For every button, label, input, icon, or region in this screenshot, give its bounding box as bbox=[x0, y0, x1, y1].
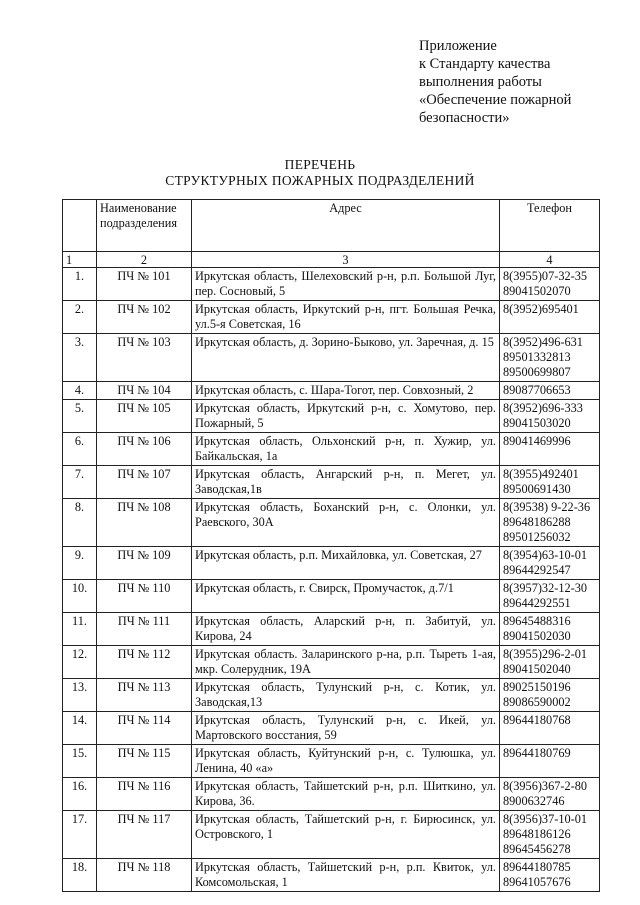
unit-phones bbox=[500, 400, 600, 433]
unit-address: Иркутская область, Боханский р-н, с. Олонки, ул. Раевского, 30А bbox=[192, 499, 500, 547]
table-row bbox=[63, 334, 600, 382]
unit-phones bbox=[500, 712, 600, 745]
unit-phones bbox=[500, 646, 600, 679]
unit-phones bbox=[500, 499, 600, 547]
title-line-2: СТРУКТУРНЫХ ПОЖАРНЫХ ПОДРАЗДЕЛЕНИЙ bbox=[165, 173, 475, 188]
unit-name: ПЧ № 105 bbox=[97, 400, 192, 433]
table-row bbox=[63, 778, 600, 811]
column-number: 4 bbox=[500, 252, 600, 268]
table-row bbox=[63, 679, 600, 712]
table-row bbox=[63, 580, 600, 613]
phone-number: 8(3952)695401 bbox=[503, 302, 579, 316]
unit-name: ПЧ № 111 bbox=[97, 613, 192, 646]
unit-phones bbox=[500, 433, 600, 466]
appendix-line: Приложение bbox=[419, 38, 497, 54]
phone-number: 8(3955)07-32-35 bbox=[503, 269, 588, 283]
phone-number: 89645456278 bbox=[503, 842, 571, 856]
row-number: 6. bbox=[63, 433, 97, 466]
row-number: 3. bbox=[63, 334, 97, 382]
appendix-line: безопасности» bbox=[419, 110, 510, 126]
row-number: 16. bbox=[63, 778, 97, 811]
row-number: 11. bbox=[63, 613, 97, 646]
unit-address: Иркутская область, Куйтунский р-н, с. Тулюшка, ул. Ленина, 40 «а» bbox=[192, 745, 500, 778]
table-row bbox=[63, 499, 600, 547]
unit-name: ПЧ № 113 bbox=[97, 679, 192, 712]
phone-number: 8(3954)63-10-01 bbox=[503, 548, 588, 562]
unit-phones bbox=[500, 301, 600, 334]
unit-phones bbox=[500, 382, 600, 400]
phone-number: 89041502030 bbox=[503, 629, 571, 643]
appendix-line: «Обеспечение пожарной bbox=[419, 92, 572, 108]
phone-number: 8(39538) 9-22-36 bbox=[503, 500, 591, 514]
row-number: 13. bbox=[63, 679, 97, 712]
unit-name: ПЧ № 110 bbox=[97, 580, 192, 613]
unit-name: ПЧ № 108 bbox=[97, 499, 192, 547]
row-number: 5. bbox=[63, 400, 97, 433]
unit-address: Иркутская область. Заларинского р-на, р.п. Тыреть 1-ая, мкр. Солерудник, 19А bbox=[192, 646, 500, 679]
header-address: Адрес bbox=[192, 200, 500, 252]
row-number: 2. bbox=[63, 301, 97, 334]
table-row bbox=[63, 859, 600, 892]
table-row bbox=[63, 613, 600, 646]
phone-number: 89648186126 bbox=[503, 827, 571, 841]
unit-phones bbox=[500, 466, 600, 499]
unit-address: Иркутская область, д. Зорино-Быково, ул. Заречная, д. 15 bbox=[192, 334, 500, 382]
table-row bbox=[63, 745, 600, 778]
unit-name: ПЧ № 117 bbox=[97, 811, 192, 859]
unit-address: Иркутская область, Тулунский р-н, с. Котик, ул. Заводская,13 bbox=[192, 679, 500, 712]
phone-number: 89644180768 bbox=[503, 713, 571, 727]
phone-number: 89644292551 bbox=[503, 596, 571, 610]
unit-address: Иркутская область, Тайшетский р-н, г. Бирюсинск, ул. Островского, 1 bbox=[192, 811, 500, 859]
column-number: 1 bbox=[63, 252, 97, 268]
column-number-row bbox=[63, 252, 600, 268]
unit-address: Иркутская область, Тайшетский р-н, р.п. Квиток, ул. Комсомольская, 1 bbox=[192, 859, 500, 892]
unit-phones bbox=[500, 859, 600, 892]
row-number: 12. bbox=[63, 646, 97, 679]
phone-number: 8(3952)496-631 bbox=[503, 335, 583, 349]
row-number: 14. bbox=[63, 712, 97, 745]
unit-phones bbox=[500, 547, 600, 580]
unit-name: ПЧ № 109 bbox=[97, 547, 192, 580]
row-number: 17. bbox=[63, 811, 97, 859]
unit-address: Иркутская область, Шелеховский р-н, р.п. Большой Луг, пер. Сосновый, 5 bbox=[192, 268, 500, 301]
phone-number: 89648186288 bbox=[503, 515, 571, 529]
table-row bbox=[63, 433, 600, 466]
phone-number: 89500691430 bbox=[503, 482, 571, 496]
row-number: 4. bbox=[63, 382, 97, 400]
unit-address: Иркутская область, р.п. Михайловка, ул. Советская, 27 bbox=[192, 547, 500, 580]
table-row bbox=[63, 301, 600, 334]
column-number: 2 bbox=[97, 252, 192, 268]
row-number: 15. bbox=[63, 745, 97, 778]
phone-number: 89500699807 bbox=[503, 365, 571, 379]
table-header-row bbox=[63, 200, 600, 252]
phone-number: 89644292547 bbox=[503, 563, 571, 577]
table-row bbox=[63, 382, 600, 400]
row-number: 10. bbox=[63, 580, 97, 613]
phone-number: 89501332813 bbox=[503, 350, 571, 364]
phone-number: 89041502040 bbox=[503, 662, 571, 676]
unit-phones bbox=[500, 334, 600, 382]
phone-number: 8(3955)492401 bbox=[503, 467, 579, 481]
table-row bbox=[63, 811, 600, 859]
unit-address: Иркутская область, Иркутский р-н, пгт. Большая Речка, ул.5-я Советская, 16 bbox=[192, 301, 500, 334]
row-number: 18. bbox=[63, 859, 97, 892]
phone-number: 89041503020 bbox=[503, 416, 571, 430]
unit-phones bbox=[500, 580, 600, 613]
unit-name: ПЧ № 106 bbox=[97, 433, 192, 466]
phone-number: 8(3956)37-10-01 bbox=[503, 812, 588, 826]
unit-address: Иркутская область, Тайшетский р-н, р.п. Шиткино, ул. Кирова, 36. bbox=[192, 778, 500, 811]
unit-phones bbox=[500, 613, 600, 646]
row-number: 8. bbox=[63, 499, 97, 547]
unit-address: Иркутская область, с. Шара-Тогот, пер. Совхозный, 2 bbox=[192, 382, 500, 400]
phone-number: 8(3955)296-2-01 bbox=[503, 647, 588, 661]
phone-number: 89644180769 bbox=[503, 746, 571, 760]
table-row bbox=[63, 400, 600, 433]
table-row bbox=[63, 547, 600, 580]
phone-number: 89645488316 bbox=[503, 614, 571, 628]
appendix-line: выполнения работы bbox=[419, 74, 542, 90]
phone-number: 89025150196 bbox=[503, 680, 571, 694]
fire-units-table bbox=[62, 199, 600, 892]
phone-number: 89501256032 bbox=[503, 530, 571, 544]
header-phone: Телефон bbox=[500, 200, 600, 252]
header-unit: Наименование подразделения bbox=[97, 200, 192, 252]
unit-name: ПЧ № 103 bbox=[97, 334, 192, 382]
unit-phones bbox=[500, 811, 600, 859]
unit-address: Иркутская область, Ангарский р-н, п. Мегет, ул. Заводская,1в bbox=[192, 466, 500, 499]
column-number: 3 bbox=[192, 252, 500, 268]
unit-name: ПЧ № 116 bbox=[97, 778, 192, 811]
unit-name: ПЧ № 118 bbox=[97, 859, 192, 892]
unit-address: Иркутская область, г. Свирск, Промучасток, д.7/1 bbox=[192, 580, 500, 613]
row-number: 1. bbox=[63, 268, 97, 301]
unit-phones bbox=[500, 778, 600, 811]
unit-address: Иркутская область, Иркутский р-н, с. Хомутово, пер. Пожарный, 5 bbox=[192, 400, 500, 433]
table-row bbox=[63, 268, 600, 301]
title-line-1: ПЕРЕЧЕНЬ bbox=[284, 157, 356, 172]
appendix-note bbox=[419, 37, 629, 127]
unit-phones bbox=[500, 268, 600, 301]
unit-phones bbox=[500, 679, 600, 712]
unit-name: ПЧ № 101 bbox=[97, 268, 192, 301]
unit-name: ПЧ № 102 bbox=[97, 301, 192, 334]
phone-number: 89641057676 bbox=[503, 875, 571, 889]
unit-name: ПЧ № 115 bbox=[97, 745, 192, 778]
unit-name: ПЧ № 107 bbox=[97, 466, 192, 499]
phone-number: 89041502070 bbox=[503, 284, 571, 298]
row-number: 9. bbox=[63, 547, 97, 580]
phone-number: 8(3952)696-333 bbox=[503, 401, 583, 415]
phone-number: 89041469996 bbox=[503, 434, 571, 448]
unit-name: ПЧ № 104 bbox=[97, 382, 192, 400]
unit-name: ПЧ № 114 bbox=[97, 712, 192, 745]
phone-number: 8(3957)32-12-30 bbox=[503, 581, 588, 595]
table-row bbox=[63, 646, 600, 679]
unit-address: Иркутская область, Аларский р-н, п. Забитуй, ул. Кирова, 24 bbox=[192, 613, 500, 646]
unit-phones bbox=[500, 745, 600, 778]
phone-number: 89086590002 bbox=[503, 695, 571, 709]
unit-name: ПЧ № 112 bbox=[97, 646, 192, 679]
phone-number: 89644180785 bbox=[503, 860, 571, 874]
phone-number: 89087706653 bbox=[503, 383, 571, 397]
unit-address: Иркутская область, Ольхонский р-н, п. Хужир, ул. Байкальская, 1а bbox=[192, 433, 500, 466]
phone-number: 8900632746 bbox=[503, 794, 565, 808]
header-number bbox=[63, 200, 97, 252]
table-row bbox=[63, 712, 600, 745]
row-number: 7. bbox=[63, 466, 97, 499]
unit-address: Иркутская область, Тулунский р-н, с. Икей, ул. Мартовского восстания, 59 bbox=[192, 712, 500, 745]
appendix-line: к Стандарту качества bbox=[419, 56, 551, 72]
table-row bbox=[63, 466, 600, 499]
phone-number: 8(3956)367-2-80 bbox=[503, 779, 588, 793]
document-title bbox=[0, 157, 640, 189]
